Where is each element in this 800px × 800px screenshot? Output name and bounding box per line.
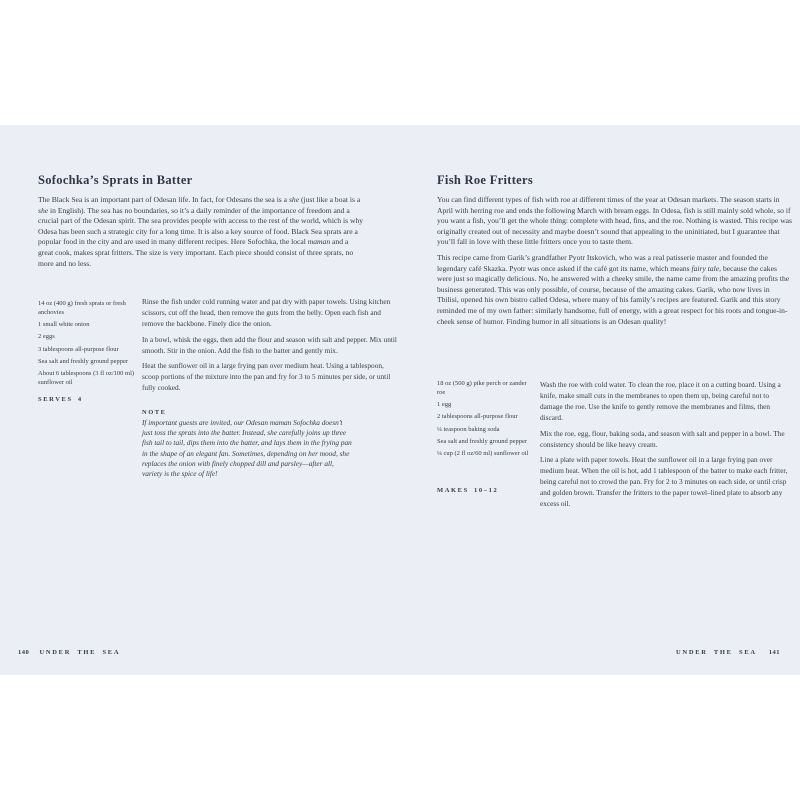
page-number: 140 — [18, 649, 30, 656]
chapter-title: UNDER THE SEA — [39, 649, 121, 656]
method-step: Mix the roe, egg, flour, baking soda, and season with salt and pepper in a bowl. The consistency should be like heavy cream. — [540, 428, 785, 449]
intro-paragraph: You can find different types of fish with roe at different times of the year at Odesan markets. The season starts in April with herring roe and ends the following March with bream eggs. In Odesa, fish is still mainly sold whole, so if you want a fish, you’ll get the whole thing: complete with head, fins, and the roe. Nothing is wasted. This recipe was originally created out of necessity and maybe doesn’t sound that appealing to the uninitiated, but I guarantee that you’ll fall in love with these little fritters once you to taste them. — [437, 195, 793, 247]
ingredient-item: 2 eggs — [38, 333, 55, 341]
ingredient-item: 18 oz (500 g) pike perch or zander roe — [437, 380, 527, 396]
method-step: Rinse the fish under cold running water and pat dry with paper towels. Using kitchen scissors, cut off the head, then remove the guts from the belly. Open each fish and remove the backbone. Finely dice the onion. — [142, 297, 391, 328]
page-title: Fish Roe Fritters — [437, 173, 534, 188]
page-number: 141 — [768, 649, 780, 656]
ingredient-item: ¼ cup (2 fl oz/60 ml) sunflower oil — [437, 450, 529, 458]
page-spread — [0, 125, 800, 675]
ingredient-item: ¼ teaspoon baking soda — [437, 425, 500, 433]
note-label: NOTE — [142, 409, 167, 416]
method-step: In a bowl, whisk the eggs, then add the flour and season with salt and pepper. Mix until smooth. Stir in the onion. Add the fish to the batter and gently mix. — [142, 334, 397, 355]
recipe-introduction — [437, 195, 793, 332]
ingredient-item: 3 tablespoons all-purpose flour — [38, 345, 119, 353]
makes-label: MAKES 10–12 — [437, 487, 499, 494]
method-instructions — [540, 379, 792, 514]
right-page-footer — [676, 649, 780, 656]
ingredient-item: 1 small white onion — [38, 321, 90, 329]
recipe-note — [142, 409, 354, 479]
method-instructions — [142, 296, 399, 398]
ingredient-item: 2 tablespoons all-purpose flour — [437, 413, 518, 421]
ingredient-list — [38, 300, 136, 391]
ingredient-list — [437, 380, 535, 463]
method-step: Line a plate with paper towels. Heat the sunflower oil in a large frying pan over medium heat. When the oil is hot, add 1 tablespoon of the batter to make each fritter, being careful not to crowd the pan. Fry for 2 to 3 minutes on each side, or until crisp and golden brown. Transfer the fritters to the paper towel–lined plate to absorb any excess oil. — [540, 455, 788, 508]
ingredient-item: Sea salt and freshly ground pepper — [38, 357, 129, 365]
ingredient-item: Sea salt and freshly ground pepper — [437, 437, 528, 445]
method-step: Heat the sunflower oil in a large frying pan over medium heat. Using a tablespoon, scoop portions of the mixture into the pan and fry for 3 to 5 minutes per side, or until fully cooked. — [142, 361, 391, 392]
serves-label: SERVES 4 — [38, 396, 83, 403]
method-step: Wash the roe with cold water. To clean the roe, place it on a cutting board. Using a knife, make small cuts in the membranes to open them up, being careful not to damage the roe. Use the knife to gently remove the membranes and films, then discard. — [540, 380, 781, 422]
chapter-title: UNDER THE SEA — [676, 649, 757, 656]
ingredient-item: About 6 tablespoons (3 fl oz/100 ml) sunflower oil — [38, 370, 135, 387]
page-title: Sofochka’s Sprats in Batter — [38, 173, 193, 188]
intro-paragraph: This recipe came from Garik’s grandfather Pyotr Itskovich, who was a real patisserie master and founded the legendary café Skazka. Pyotr was once asked if the café got its name, which means fairy tale, because the cakes were just so magically delicious. No, he answered with a cheeky smile, the name came from the amazing profits the business generated. This was only possible, of course, because of the amazing cakes. Garik, who now lives in Tbilisi, opened his own bistro called Odesa, where many of his family’s recipes are featured. Garik and this story reminded me of my own father: similarly handsome, full of energy, with a great respect for his roots and tongue-in-cheek sense of humor. Finding humor in all situations is an Odesan quality! — [437, 252, 790, 326]
ingredient-item: 14 oz (400 g) fresh sprats or fresh anchovies — [38, 300, 126, 316]
intro-paragraph: The Black Sea is an important part of Odesan life. In fact, for Odesans the sea is a she (just like a boat is a she in English). The sea has no boundaries, so it’s a daily reminder of the importance of freedom and a crucial part of the Odesan spirit. The sea provides people with access to the rest of the world, which is why Odesa has been such a strategic city for a long time. It is also a key source of food. Black Sea sprats are a popular food in the city and are used in many different recipes. Here Sofochka, the local maman and a great cook, makes sprat fritters. The size is very important. Each piece should consist of three sprats, no more and no less. — [38, 195, 364, 268]
note-text: If important guests are invited, our Odesan maman Sofochka doesn’t just toss the sprats into the batter. Instead, she carefully joins up three fish tail to tail, dips them into the batter, and lays them in the frying pan in the shape of an elegant fan. Sometimes, depending on her mood, she replaces the onion with finely chopped dill and parsley—after all, variety is the spice of life! — [142, 418, 352, 479]
ingredient-item: 1 egg — [437, 401, 452, 409]
left-page-footer — [18, 649, 120, 656]
recipe-introduction — [38, 195, 364, 274]
